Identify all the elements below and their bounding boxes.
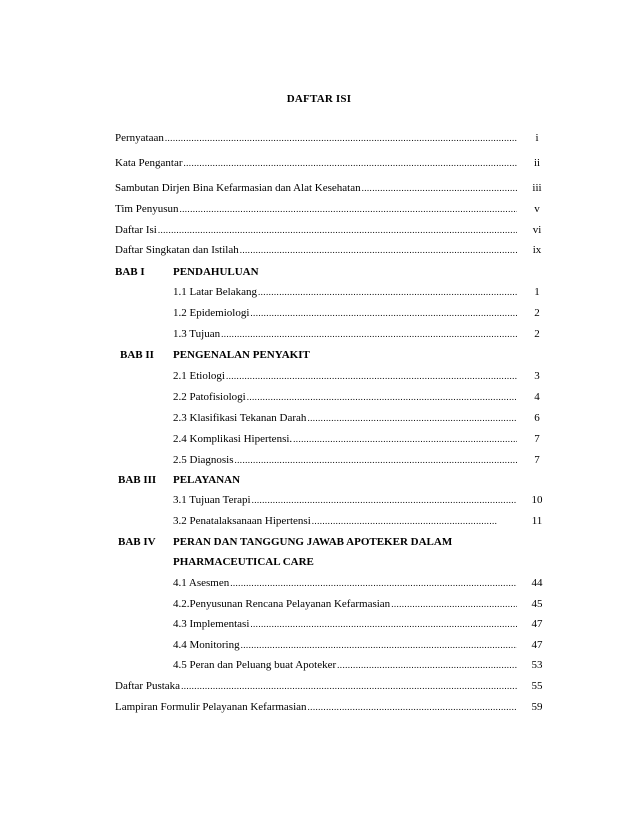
toc-page-number: 1	[534, 286, 540, 298]
toc-entry-daftar-pustaka	[115, 678, 517, 694]
toc-entry-label: 2.5 Diagnosis	[173, 454, 234, 466]
toc-page-number: v	[534, 203, 540, 215]
toc-entry-label: 2.4 Komplikasi Hipertensi.	[173, 433, 293, 445]
toc-entry-penatalaksanaan	[173, 513, 497, 529]
chapter-title: PENGENALAN PENYAKIT	[173, 349, 310, 361]
toc-entry-lampiran	[115, 699, 517, 715]
toc-entry-monitoring	[173, 637, 517, 653]
toc-entry-penyusunan-rencana	[173, 596, 517, 612]
chapter-title: PERAN DAN TANGGUNG JAWAB APOTEKER DALAM	[173, 536, 453, 548]
toc-entry-label: 3.1 Tujuan Terapi	[173, 494, 251, 506]
dot-leader	[337, 657, 517, 673]
toc-entry-epidemiologi	[173, 305, 517, 321]
chapter-number: BAB I	[115, 266, 145, 278]
dot-leader	[184, 155, 518, 171]
toc-entry-daftar-isi	[115, 222, 517, 238]
dot-leader	[391, 596, 517, 612]
dot-leader	[221, 326, 517, 342]
toc-page-number: vi	[532, 224, 542, 236]
dot-leader	[250, 616, 517, 632]
toc-entry-label: 4.3 Implementasi	[173, 618, 250, 630]
toc-page-number: 11	[531, 515, 543, 527]
toc-page-number: ix	[532, 244, 542, 256]
toc-entry-tujuan-terapi	[173, 492, 517, 508]
toc-entry-label: Pernyataan	[115, 132, 164, 144]
chapter-number: BAB IV	[118, 536, 156, 548]
dot-leader	[241, 637, 517, 653]
toc-entry-sambutan	[115, 180, 517, 196]
toc-entry-label: Sambutan Dirjen Bina Kefarmasian dan Alat Kesehatan	[115, 182, 361, 194]
toc-page-number: iii	[532, 182, 542, 194]
toc-page-number: i	[535, 132, 539, 144]
dot-leader	[181, 678, 517, 694]
dot-leader	[158, 222, 517, 238]
toc-page-number: 59	[531, 701, 543, 713]
toc-entry-label: 4.1 Asesmen	[173, 577, 230, 589]
toc-entry-label: Tim Penyusun	[115, 203, 179, 215]
dot-leader	[247, 389, 517, 405]
dot-leader	[308, 699, 517, 715]
toc-entry-label: 1.1 Latar Belakang	[173, 286, 257, 298]
toc-entry-label: 3.2 Penatalaksanaan Hipertensi	[173, 515, 311, 527]
toc-entry-label: 1.3 Tujuan	[173, 328, 221, 340]
dot-leader	[226, 368, 517, 384]
toc-entry-label: 2.1 Etiologi	[173, 370, 225, 382]
toc-page-number: 47	[531, 618, 543, 630]
dot-leader	[240, 242, 517, 258]
document-title: DAFTAR ISI	[286, 93, 352, 105]
toc-page-number: 10	[531, 494, 543, 506]
dot-leader	[258, 284, 517, 300]
toc-entry-label: 4.4 Monitoring	[173, 639, 240, 651]
toc-entry-label: 2.2 Patofisiologi	[173, 391, 246, 403]
dot-leader	[165, 130, 517, 146]
toc-page-number: 7	[534, 454, 540, 466]
dot-leader	[252, 492, 517, 508]
toc-page-number: 2	[534, 328, 540, 340]
toc-page-number: 3	[534, 370, 540, 382]
toc-entry-tujuan	[173, 326, 517, 342]
toc-entry-etiologi	[173, 368, 517, 384]
toc-entry-implementasi	[173, 616, 517, 632]
dot-leader	[293, 431, 517, 447]
chapter-number: BAB III	[118, 474, 157, 486]
toc-entry-label: Lampiran Formulir Pelayanan Kefarmasian	[115, 701, 307, 713]
toc-entry-klasifikasi	[173, 410, 517, 426]
toc-page-number: 6	[534, 412, 540, 424]
chapter-title: PENDAHULUAN	[173, 266, 259, 278]
dot-leader	[312, 513, 497, 529]
toc-entry-kata-pengantar	[115, 155, 517, 171]
toc-page-number: 45	[531, 598, 543, 610]
toc-entry-label: Daftar Pustaka	[115, 680, 181, 692]
dot-leader	[230, 575, 517, 591]
toc-entry-label: 2.3 Klasifikasi Tekanan Darah	[173, 412, 307, 424]
toc-entry-label: 4.2.Penyusunan Rencana Pelayanan Kefarmasian	[173, 598, 391, 610]
toc-page-number: 44	[531, 577, 543, 589]
toc-entry-daftar-singkatan	[115, 242, 517, 258]
toc-page-number: 7	[534, 433, 540, 445]
toc-entry-label: 4.5 Peran dan Peluang buat Apoteker	[173, 659, 337, 671]
toc-page-number: 53	[531, 659, 543, 671]
toc-page-number: 47	[531, 639, 543, 651]
dot-leader	[362, 180, 517, 196]
toc-entry-komplikasi	[173, 431, 517, 447]
toc-page-number: 55	[531, 680, 543, 692]
dot-leader	[307, 410, 517, 426]
toc-page-number: 2	[534, 307, 540, 319]
toc-page-number: ii	[533, 157, 541, 169]
toc-entry-diagnosis	[173, 452, 517, 468]
toc-entry-patofisiologi	[173, 389, 517, 405]
chapter-number: BAB II	[120, 349, 154, 361]
dot-leader	[235, 452, 518, 468]
chapter-title-continued: PHARMACEUTICAL CARE	[173, 556, 314, 568]
toc-entry-label: 1.2 Epidemiologi	[173, 307, 250, 319]
toc-entry-peran-peluang	[173, 657, 517, 673]
dot-leader	[179, 201, 517, 217]
toc-entry-label: Daftar Singkatan dan Istilah	[115, 244, 239, 256]
toc-page-number: 4	[534, 391, 540, 403]
toc-entry-label: Kata Pengantar	[115, 157, 183, 169]
toc-entry-tim-penyusun	[115, 201, 517, 217]
toc-entry-latar-belakang	[173, 284, 517, 300]
dot-leader	[250, 305, 517, 321]
chapter-title: PELAYANAN	[173, 474, 241, 486]
toc-entry-asesmen	[173, 575, 517, 591]
toc-entry-label: Daftar Isi	[115, 224, 157, 236]
toc-entry-pernyataan	[115, 130, 517, 146]
